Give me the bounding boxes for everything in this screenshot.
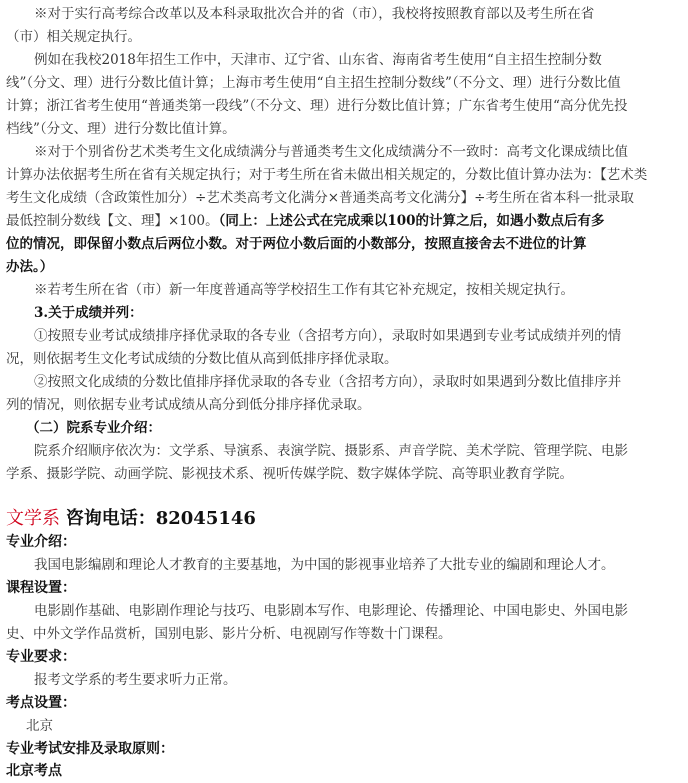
- paragraph-line: 线”（分文、理）进行分数比值计算；上海市考生使用“自主招生控制分数线”（不分文、理）进行分数比值: [6, 75, 621, 91]
- formula-end: 最低控制分数线【文、理】×100。: [6, 213, 219, 229]
- paragraph-line: [6, 210, 688, 233]
- phone-number: 82045146: [155, 508, 256, 529]
- paragraph-line: ※对于个别省份艺术类考生文化成绩满分与普通类考生文化成绩满分不一致时：高考文化课成绩比值: [34, 144, 628, 160]
- paragraph-line: 列的情况，则依据专业考试成绩从高分到低分排序择优录取。: [6, 397, 371, 413]
- paragraph-line: ※若考生所在省（市）新一年度普通高等学校招生工作有其它补充规定，按相关规定执行。: [34, 282, 574, 298]
- paragraph-line: 计算；浙江省考生使用“普通类第一段线”（不分文、理）进行分数比值计算；广东省考生使用“高分优先投: [6, 98, 628, 114]
- paragraph-line: ①按照专业考试成绩排序择优录取的各专业（含招考方向），录取时如果遇到专业考试成绩并列的情: [34, 328, 622, 344]
- department-heading: [6, 505, 256, 533]
- subheading-tie-rules: 3.关于成绩并列：: [34, 305, 143, 321]
- department-name: 文学系: [6, 508, 60, 529]
- bold-note: （同上：上述公式在完成乘以100的计算之后，如遇小数点后有多: [218, 213, 605, 229]
- arrangement-label: 专业考试安排及录取原则：: [6, 741, 174, 757]
- paragraph-line: 计算办法依据考生所在省有关规定执行；对于考生所在省未做出相关规定的，分数比值计算办法为：【艺术类: [6, 167, 648, 183]
- beijing-venue-label: 北京考点: [6, 763, 62, 779]
- paragraph-line: 例如在我校2018年招生工作中，天津市、辽宁省、山东省、海南省考生使用“自主招生控制分数: [34, 52, 602, 68]
- paragraph-line: 况，则依据考生文化考试成绩的分数比值从高到低排序择优录取。: [6, 351, 398, 367]
- requirements-label: 专业要求：: [6, 649, 76, 665]
- courses-text: 史、中外文学作品赏析，国别电影、影片分析、电视剧写作等数十门课程。: [6, 626, 452, 642]
- courses-label: 课程设置：: [6, 580, 76, 596]
- venue-text: 北京: [26, 718, 53, 734]
- courses-text: 电影剧作基础、电影剧作理论与技巧、电影剧本写作、电影理论、传播理论、中国电影史、外国电影: [34, 603, 628, 619]
- paragraph-line: ②按照文化成绩的分数比值排序择优录取的各专业（含招考方向），录取时如果遇到分数比值排序并: [34, 374, 622, 390]
- paragraph-line: 学系、摄影学院、动画学院、影视技术系、视听传媒学院、数字媒体学院、高等职业教育学院。: [6, 466, 573, 482]
- paragraph-line: ※对于实行高考综合改革以及本科录取批次合并的省（市），我校将按照教育部以及考生所在省: [34, 6, 595, 22]
- venue-label: 考点设置：: [6, 695, 76, 711]
- subheading-departments: （二）院系专业介绍：: [26, 420, 161, 436]
- phone-label: 咨询电话：: [65, 508, 156, 529]
- bold-note-line: 办法。）: [6, 259, 54, 275]
- bold-note-line: 位的情况，即保留小数点后两位小数。对于两位小数后面的小数部分，按照直接舍去不进位的计算: [6, 236, 587, 252]
- paragraph-line: 考生文化成绩（含政策性加分）÷艺术类高考文化满分×普通类高考文化满分】÷考生所在省本科一批录取: [6, 190, 634, 206]
- intro-text: 我国电影编剧和理论人才教育的主要基地，为中国的影视事业培养了大批专业的编剧和理论人才。: [34, 557, 615, 573]
- paragraph-line: 档线”（分文、理）进行分数比值计算。: [6, 121, 236, 137]
- intro-label: 专业介绍：: [6, 534, 76, 550]
- requirements-text: 报考文学系的考生要求听力正常。: [34, 672, 237, 688]
- paragraph-line: （市）相关规定执行。: [6, 29, 141, 45]
- paragraph-line: 院系介绍顺序依次为：文学系、导演系、表演学院、摄影系、声音学院、美术学院、管理学院、电影: [34, 443, 628, 459]
